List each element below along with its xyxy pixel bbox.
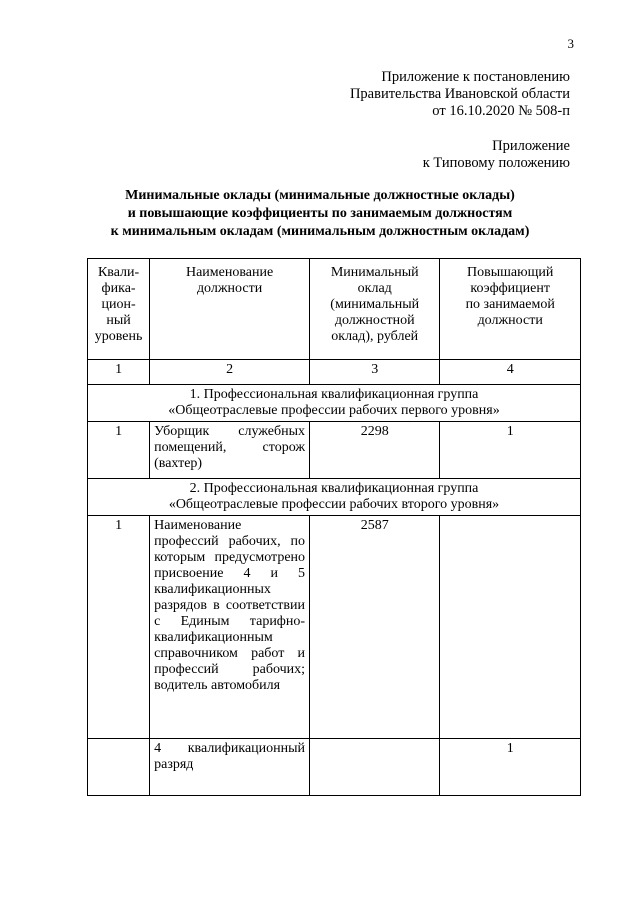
- table-row: [88, 422, 581, 479]
- salary-table: [87, 258, 581, 796]
- document-title: [60, 187, 580, 241]
- header-position: Наименование должности: [150, 259, 310, 360]
- level-cell: 1: [88, 516, 150, 739]
- appendix-line: Приложение: [492, 138, 570, 154]
- group-row: [88, 385, 581, 422]
- position-cell: 4 квалификационный разряд: [150, 739, 310, 796]
- page-number: 3: [567, 36, 574, 51]
- sub-appendix-header: [423, 138, 570, 172]
- position-cell: Уборщик служебных помещений, сторож (вахтер): [150, 422, 310, 479]
- table-row: [88, 739, 581, 796]
- appendix-line: от 16.10.2020 № 508-п: [432, 103, 570, 119]
- group-row: [88, 479, 581, 516]
- position-cell: Наименование профессий рабочих, по которым предусмотрено присвоение 4 и 5 квалификационных разрядов в соответствии с Единым тарифно-квалификационным справочником работ и профессий рабочих; водитель автомобиля: [150, 516, 310, 739]
- table-row: [88, 516, 581, 739]
- salary-cell: 2298: [310, 422, 440, 479]
- header-level: Квали- фика- цион- ный уровень: [88, 259, 150, 360]
- title-line: Минимальные оклады (минимальные должностные оклады): [125, 188, 515, 203]
- column-number: 1: [88, 360, 150, 385]
- appendix-line: к Типовому положению: [422, 155, 570, 171]
- coefficient-cell: [440, 516, 581, 739]
- level-cell: [88, 739, 150, 796]
- group-heading: 2. Профессиональная квалификационная группа «Общеотраслевые профессии рабочих второго уровня»: [88, 479, 581, 516]
- appendix-line: Правительства Ивановской области: [349, 86, 570, 102]
- header-coefficient: Повышающий коэффициент по занимаемой должности: [440, 259, 581, 360]
- column-number: 3: [310, 360, 440, 385]
- title-line: и повышающие коэффициенты по занимаемым должностям: [127, 206, 513, 221]
- coefficient-cell: 1: [440, 739, 581, 796]
- column-number: 4: [440, 360, 581, 385]
- level-cell: 1: [88, 422, 150, 479]
- appendix-header: [350, 69, 570, 120]
- salary-cell: [310, 739, 440, 796]
- column-number-row: [88, 360, 581, 385]
- group-heading: 1. Профессиональная квалификационная группа «Общеотраслевые профессии рабочих первого уровня»: [88, 385, 581, 422]
- coefficient-cell: 1: [440, 422, 581, 479]
- title-line: к минимальным окладам (минимальным должностным окладам): [110, 224, 530, 239]
- salary-cell: 2587: [310, 516, 440, 739]
- header-salary: Минимальный оклад (минимальный должностной оклад), рублей: [310, 259, 440, 360]
- appendix-line: Приложение к постановлению: [381, 69, 570, 85]
- table-header-row: [88, 259, 581, 360]
- column-number: 2: [150, 360, 310, 385]
